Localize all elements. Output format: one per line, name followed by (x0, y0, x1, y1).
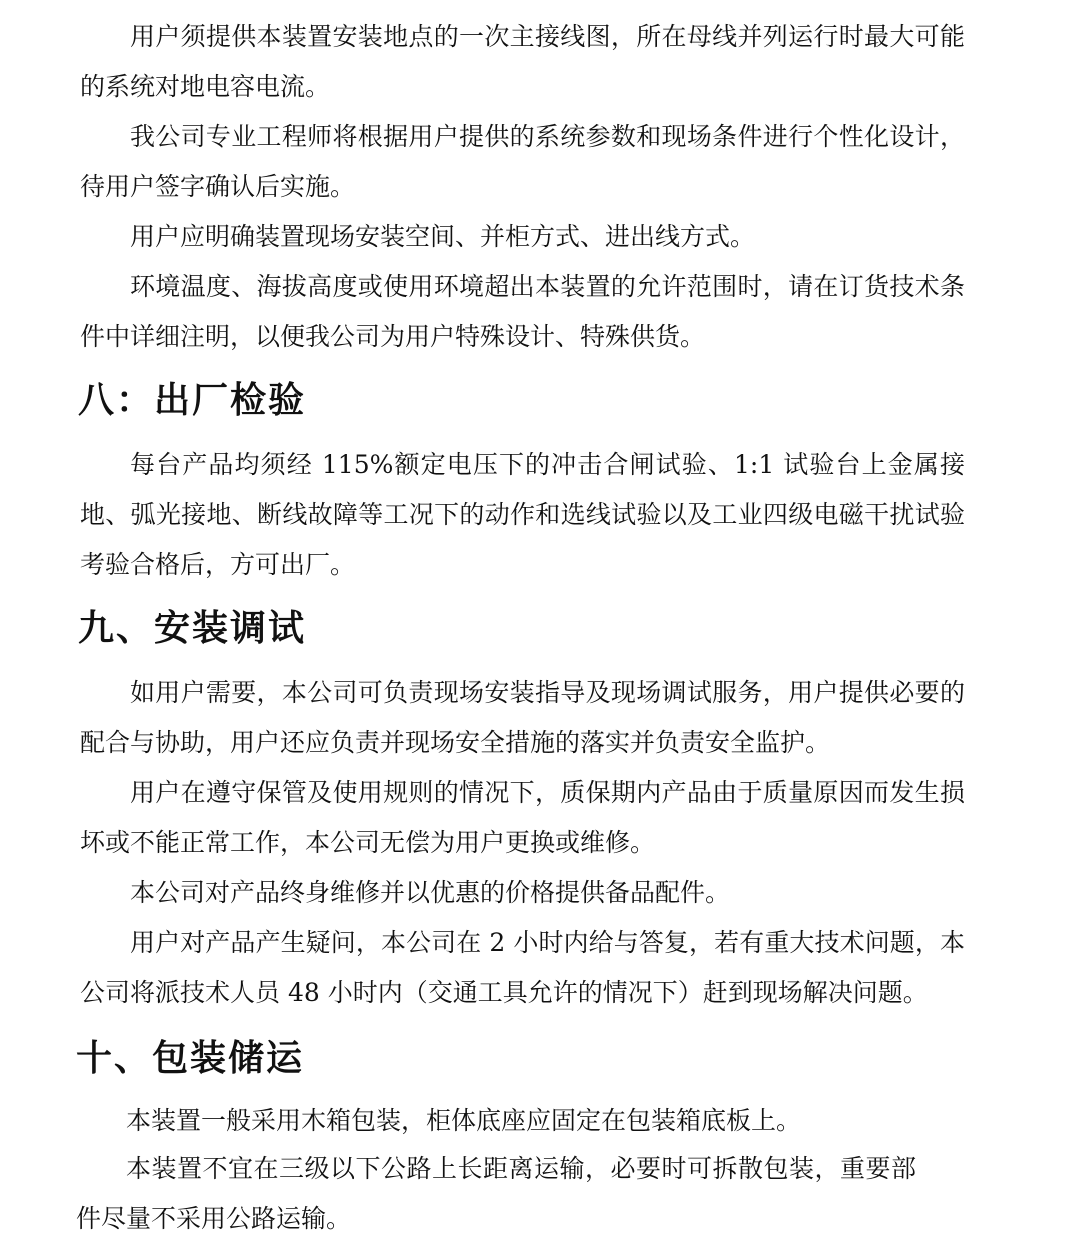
paragraph: 用户在遵守保管及使用规则的情况下，质保期内产品由于质量原因而发生损坏或不能正常工作，本公司无偿为用户更换或维修。 (80, 778, 965, 857)
paragraph: 用户须提供本装置安装地点的一次主接线图，所在母线并列运行时最大可能的系统对地电容电流。 (80, 22, 965, 101)
paragraph: 每台产品均须经 115%额定电压下的冲击合闸试验、1:1 试验台上金属接地、弧光接地、断线故障等工况下的动作和选线试验以及工业四级电磁干扰试验考验合格后，方可出厂。 (80, 450, 965, 579)
paragraph: 如用户需要，本公司可负责现场安装指导及现场调试服务，用户提供必要的配合与协助，用户还应负责并现场安全措施的落实并负责安全监护。 (80, 678, 965, 757)
paragraph: 环境温度、海拔高度或使用环境超出本装置的允许范围时，请在订货技术条件中详细注明，以便我公司为用户特殊设计、特殊供货。 (80, 272, 965, 351)
paragraph: 我公司专业工程师将根据用户提供的系统参数和现场条件进行个性化设计，待用户签字确认后实施。 (80, 122, 965, 201)
paragraph: 本公司对产品终身维修并以优惠的价格提供备品配件。 (130, 878, 731, 907)
paragraph: 本装置一般采用木箱包装，柜体底座应固定在包装箱底板上。 (126, 1106, 802, 1135)
paragraph: 用户对产品产生疑问，本公司在 2 小时内给与答复，若有重大技术问题，本公司将派技术人员 48 小时内（交通工具允许的情况下）赶到现场解决问题。 (80, 928, 965, 1007)
paragraph: 本装置不宜在三级以下公路上长距离运输，必要时可拆散包装，重要部件尽量不采用公路运输。 (76, 1154, 916, 1233)
paragraph: 用户应明确装置现场安装空间、并柜方式、进出线方式。 (130, 222, 756, 251)
section-heading: 八：出厂检验 (78, 380, 307, 421)
section-heading: 九、安装调试 (78, 608, 307, 649)
section-heading: 十、包装储运 (76, 1038, 305, 1079)
